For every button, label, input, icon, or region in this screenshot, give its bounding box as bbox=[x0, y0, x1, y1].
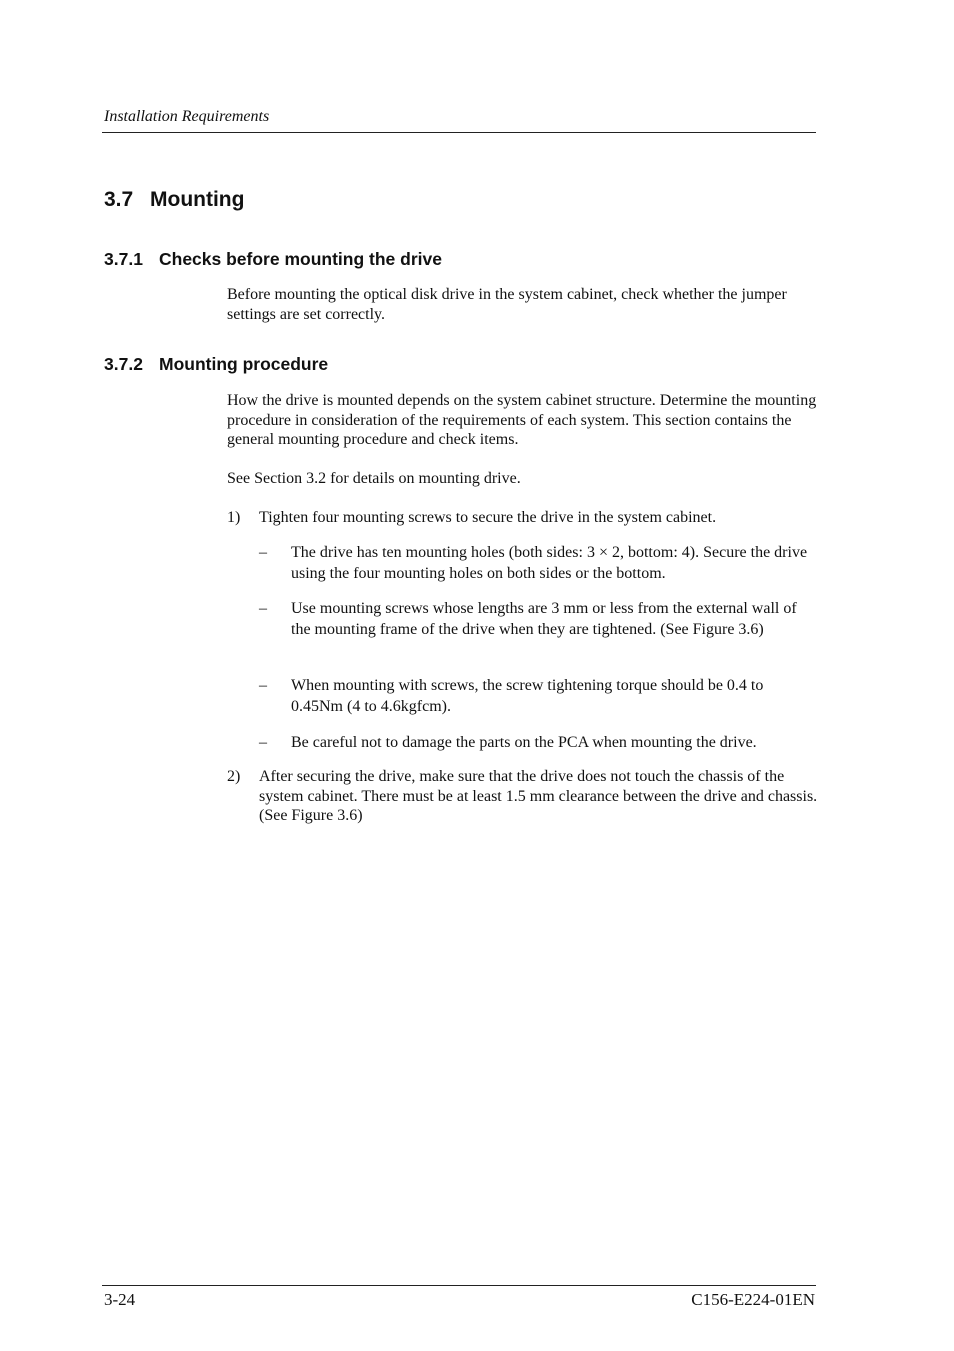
subsection-number: 3.7.1 bbox=[104, 249, 143, 269]
footer-rule bbox=[102, 1285, 816, 1286]
bullet-text: Use mounting screws whose lengths are 3 mm or less from the external wall of the mounting frame of the drive when they are tightened. (See Figure 3.6) bbox=[291, 600, 797, 638]
section-number: 3.7 bbox=[104, 188, 134, 211]
section-title: Mounting bbox=[150, 188, 245, 211]
dash-marker: – bbox=[259, 734, 267, 751]
bullet-item bbox=[259, 543, 819, 584]
step-marker: 2) bbox=[227, 768, 241, 785]
dash-marker: – bbox=[259, 600, 267, 617]
header-rule bbox=[102, 132, 816, 133]
dash-marker: – bbox=[259, 544, 267, 561]
step-text: Tighten four mounting screws to secure the drive in the system cabinet. bbox=[259, 509, 717, 526]
bullet-text: Be careful not to damage the parts on the PCA when mounting the drive. bbox=[291, 734, 757, 751]
subsection-heading-checks bbox=[104, 249, 442, 270]
step-item bbox=[227, 767, 819, 826]
bullet-text: When mounting with screws, the screw tightening torque should be 0.4 to 0.45Nm (4 to 4.6kgfcm). bbox=[291, 677, 764, 715]
subsection-title: Checks before mounting the drive bbox=[159, 249, 442, 269]
see-section-paragraph: See Section 3.2 for details on mounting drive. bbox=[227, 470, 521, 487]
subsection-title: Mounting procedure bbox=[159, 354, 329, 374]
bullet-item bbox=[259, 733, 819, 754]
step-text: After securing the drive, make sure that the drive does not touch the chassis of the system cabinet. There must be at least 1.5 mm clearance between the drive and chassis. (See Figure 3.6) bbox=[259, 768, 818, 825]
bullet-item bbox=[259, 676, 819, 717]
checks-paragraph: Before mounting the optical disk drive in the system cabinet, check whether the jumper settings are set correctly. bbox=[227, 286, 787, 323]
bullet-text: The drive has ten mounting holes (both sides: 3 × 2, bottom: 4). Secure the drive using the four mounting holes on both sides or the bottom. bbox=[291, 544, 808, 582]
procedure-intro-paragraph: How the drive is mounted depends on the system cabinet structure. Determine the mounting procedure in consideration of the requirements of each system. This section contains the general mounting procedure and check items. bbox=[227, 392, 817, 449]
page-number: 3-24 bbox=[104, 1290, 136, 1309]
bullet-item bbox=[259, 599, 819, 640]
subsection-number: 3.7.2 bbox=[104, 354, 143, 374]
running-header: Installation Requirements bbox=[104, 108, 270, 125]
step-marker: 1) bbox=[227, 509, 241, 526]
subsection-heading-procedure bbox=[104, 354, 328, 375]
step-item bbox=[227, 508, 819, 528]
section-heading bbox=[104, 188, 244, 212]
document-code: C156-E224-01EN bbox=[691, 1290, 815, 1309]
dash-marker: – bbox=[259, 677, 267, 694]
